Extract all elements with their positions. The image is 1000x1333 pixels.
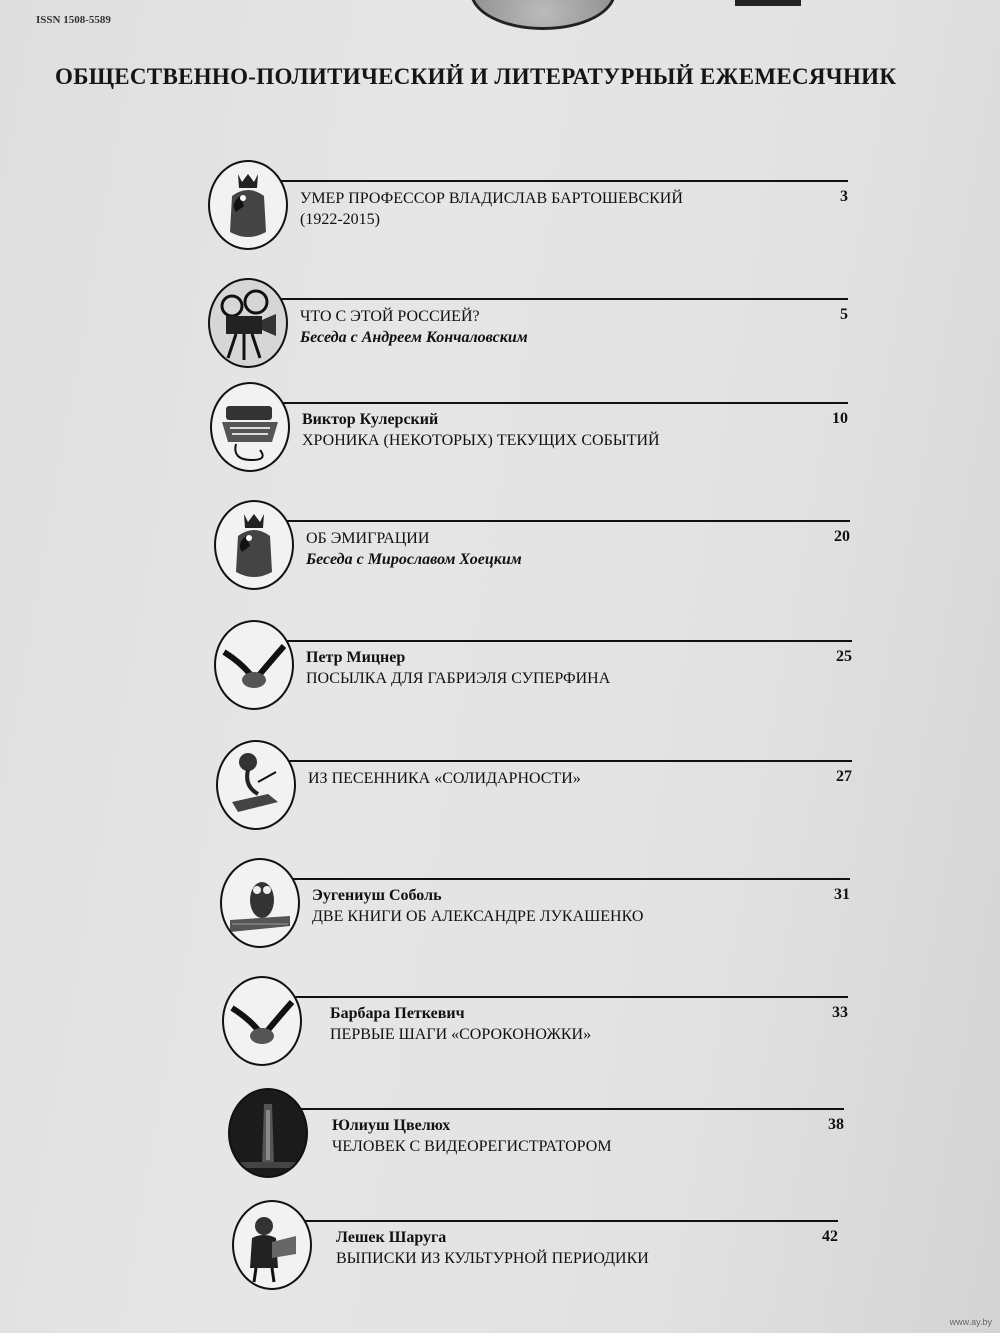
crowned-eagle-icon — [208, 160, 288, 250]
dark-tower-icon — [228, 1088, 308, 1178]
writing-hand-icon — [216, 740, 296, 830]
toc-entry — [214, 500, 850, 610]
toc-entry — [208, 278, 848, 388]
entry-title: ХРОНИКА (НЕКОТОРЫХ) ТЕКУЩИХ СОБЫТИЙ — [302, 432, 660, 449]
entry-author: Лешек Шаруга — [336, 1229, 447, 1246]
entry-title: ЧТО С ЭТОЙ РОССИЕЙ? — [300, 308, 480, 325]
entry-rule — [282, 996, 848, 998]
entry-page-number: 27 — [836, 768, 852, 785]
entry-page-number: 3 — [840, 188, 848, 205]
entry-rule — [270, 402, 848, 404]
film-projector-icon — [208, 278, 288, 368]
entry-rule — [268, 180, 848, 182]
entry-page-number: 38 — [828, 1116, 844, 1133]
entry-rule — [274, 640, 852, 642]
entry-rule — [274, 520, 850, 522]
entry-title: ОБ ЭМИГРАЦИИ — [306, 530, 430, 547]
entry-author: Эугениуш Соболь — [312, 887, 442, 904]
toc-entry — [210, 382, 848, 492]
entry-page-number: 20 — [834, 528, 850, 545]
entry-author: Юлиуш Цвелюх — [332, 1117, 451, 1134]
entry-title: ПЕРВЫЕ ШАГИ «СОРОКОНОЖКИ» — [330, 1026, 592, 1043]
watermark-text: www.ay.by — [949, 1317, 992, 1327]
entry-title: ВЫПИСКИ ИЗ КУЛЬТУРНОЙ ПЕРИОДИКИ — [336, 1250, 649, 1267]
entry-page-number: 33 — [832, 1004, 848, 1021]
entry-author: Петр Мицнер — [306, 649, 406, 666]
entry-page-number: 10 — [832, 410, 848, 427]
clasped-hands-icon — [222, 976, 302, 1066]
entry-title: ДВЕ КНИГИ ОБ АЛЕКСАНДРЕ ЛУКАШЕНКО — [312, 908, 644, 925]
entry-page-number: 42 — [822, 1228, 838, 1245]
entry-rule — [292, 1220, 838, 1222]
entry-rule — [288, 1108, 844, 1110]
entry-subtitle: Беседа с Мирославом Хоецким — [306, 551, 522, 568]
entry-page-number: 5 — [840, 306, 848, 323]
toc-entry — [228, 1088, 844, 1198]
toc-entry — [220, 858, 850, 968]
toc-entry — [216, 740, 852, 850]
clasped-hands-icon — [214, 620, 294, 710]
man-reading-icon — [232, 1200, 312, 1290]
entry-rule — [268, 298, 848, 300]
entry-page-number: 31 — [834, 886, 850, 903]
logo-emblem — [470, 0, 616, 30]
toc-entry — [208, 160, 848, 270]
entry-title: ЧЕЛОВЕК С ВИДЕОРЕГИСТРАТОРОМ — [332, 1138, 612, 1155]
entry-rule — [276, 760, 852, 762]
entry-subtitle: Беседа с Андреем Кончаловским — [300, 329, 528, 346]
entry-title: УМЕР ПРОФЕССОР ВЛАДИСЛАВ БАРТОШЕВСКИЙ — [300, 190, 683, 207]
issn-label: ISSN 1508-5589 — [36, 14, 111, 26]
crowned-eagle-icon — [214, 500, 294, 590]
masthead-title: ОБЩЕСТВЕННО-ПОЛИТИЧЕСКИЙ И ЛИТЕРАТУРНЫЙ ЕЖЕМЕСЯЧНИК — [55, 64, 897, 89]
entry-author: Барбара Петкевич — [330, 1005, 465, 1022]
logo-mark — [735, 0, 801, 6]
entry-title: ПОСЫЛКА ДЛЯ ГАБРИЭЛЯ СУПЕРФИНА — [306, 670, 611, 687]
toc-entry — [214, 620, 852, 730]
toc-entry — [232, 1200, 838, 1310]
typewriter-icon — [210, 382, 290, 472]
entry-title: ИЗ ПЕСЕННИКА «СОЛИДАРНОСТИ» — [308, 770, 581, 787]
entry-author: Виктор Кулерский — [302, 411, 439, 428]
entry-title-line2: (1922-2015) — [300, 211, 380, 228]
toc-entry — [222, 976, 848, 1086]
owl-on-book-icon — [220, 858, 300, 948]
entry-page-number: 25 — [836, 648, 852, 665]
entry-rule — [280, 878, 850, 880]
